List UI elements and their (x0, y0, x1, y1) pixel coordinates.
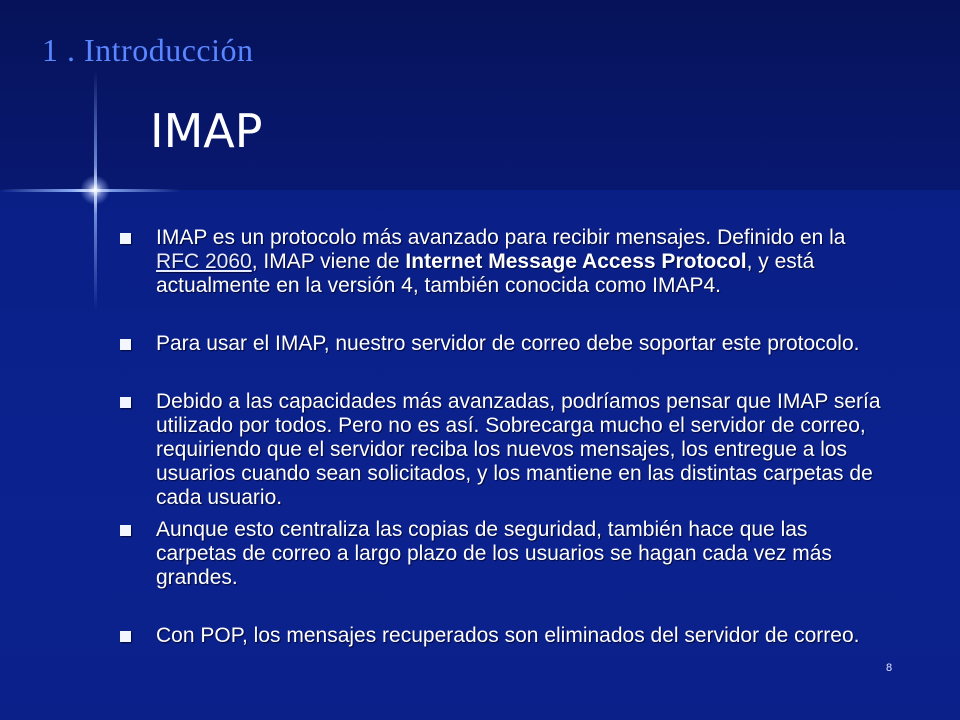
bullet-text: , y está actualmente en la versión 4, también conocida como IMAP4. (156, 250, 815, 297)
slide-title: IMAP (150, 104, 263, 158)
bullet-text: Aunque esto centraliza las copias de seguridad, también hace que las carpetas de correo a largo plazo de los usuarios se hagan cada vez más grandes. (156, 518, 832, 589)
bullet-text: Debido a las capacidades más avanzadas, podríamos pensar que IMAP sería utilizado por todos. Pero no es así. Sobrecarga mucho el servidor de correo, requiriendo que el servidor reciba los nuevos mensajes, los entregue a los usuarios cuando sean solicitados, y los mantiene en las distintas carpetas de cada usuario. (156, 390, 881, 509)
bullet-item (120, 624, 890, 648)
rfc-link[interactable]: RFC 2060 (156, 250, 252, 273)
bullet-text: , IMAP viene de (251, 250, 406, 273)
bullet-list (120, 226, 890, 648)
square-bullet-icon (120, 339, 131, 350)
bullet-item (120, 332, 890, 356)
square-bullet-icon (120, 233, 131, 244)
page-number: 8 (886, 662, 893, 674)
bullet-bold-text: Internet Message Access Protocol (405, 250, 747, 273)
bullet-text: Con POP, los mensajes recuperados son eliminados del servidor de correo. (156, 624, 860, 647)
bullet-text: IMAP es un protocolo más avanzado para recibir mensajes. Definido en la (156, 226, 846, 249)
header-band (0, 0, 960, 190)
sparkle-core (80, 175, 110, 205)
square-bullet-icon (120, 397, 131, 408)
bullet-item (120, 390, 890, 510)
bullet-text: Para usar el IMAP, nuestro servidor de correo debe soportar este protocolo. (156, 332, 860, 355)
square-bullet-icon (120, 525, 131, 536)
section-title: 1 . Introducción (42, 32, 254, 68)
square-bullet-icon (120, 631, 131, 642)
bullet-item (120, 226, 890, 298)
bullet-item (120, 518, 890, 590)
